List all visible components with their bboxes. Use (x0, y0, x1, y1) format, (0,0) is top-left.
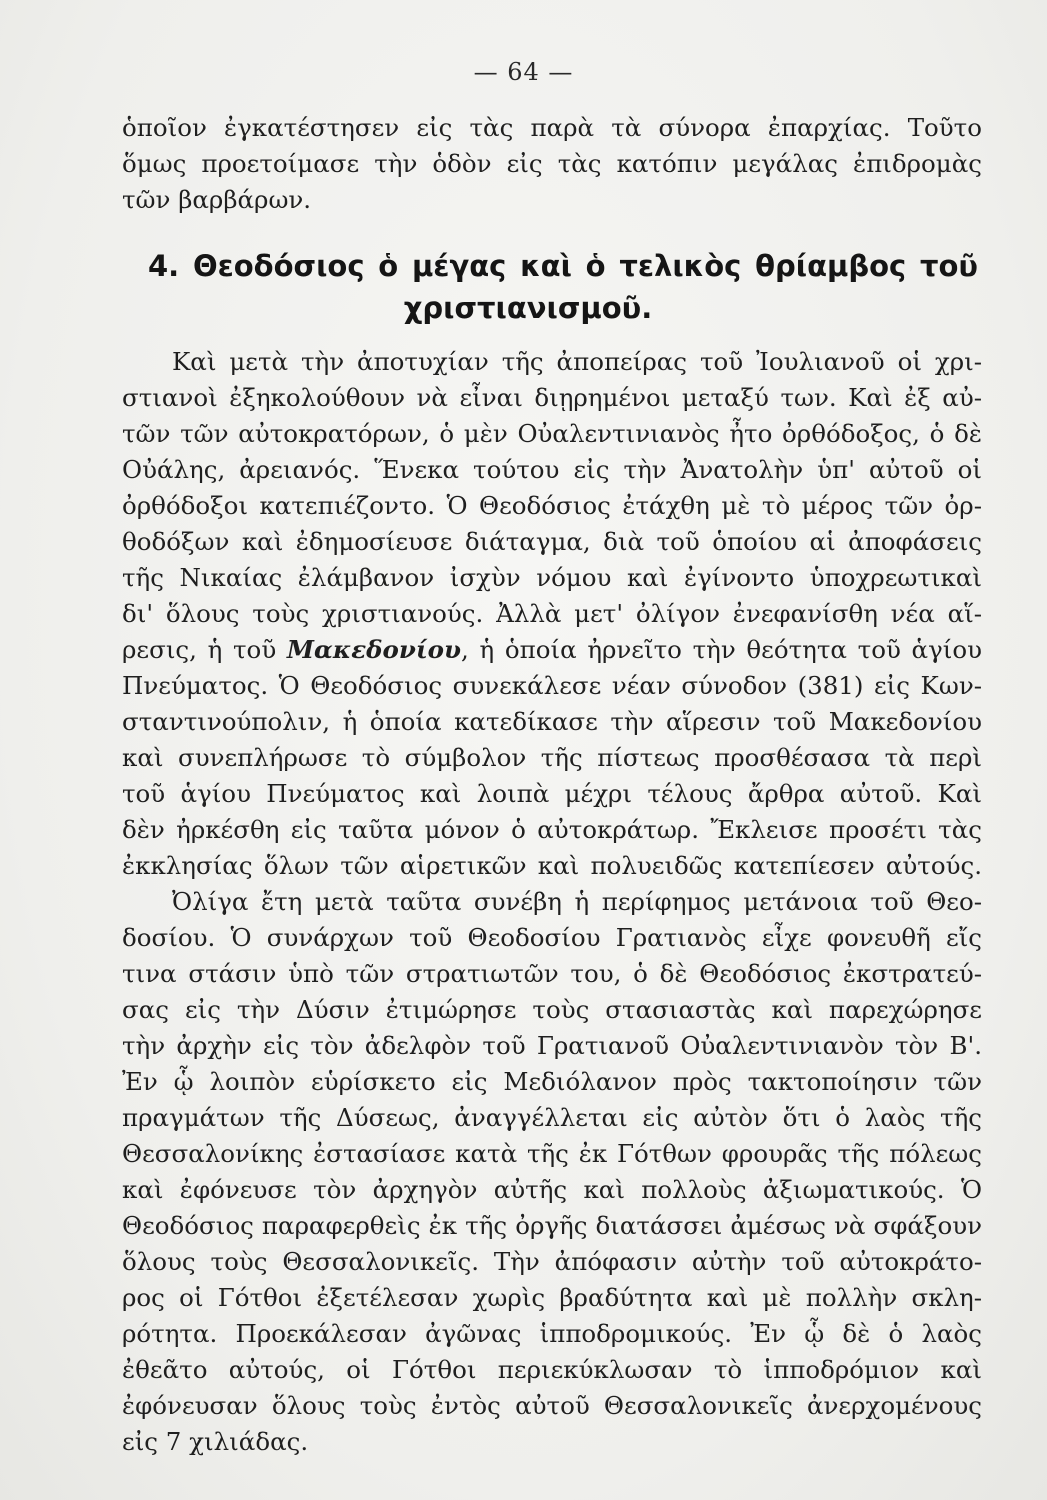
text-segment: , ἡ ὁποία ἠρνεῖτο τὴν θεότητα τοῦ ἁγίου (461, 635, 982, 664)
text-line: τινα στάσιν ὑπὸ τῶν στρατιωτῶν του, ὁ δὲ Θεοδόσιος ἐκστρατεύ- (122, 959, 982, 988)
text-line: τῶν τῶν αὐτοκρατόρων, ὁ μὲν Οὐαλεντινιανὸς ἦτο ὀρθόδοξος, ὁ δὲ (122, 419, 982, 448)
emphasized-name: Μακεδονίου (286, 635, 462, 664)
text-line: ρος οἱ Γότθοι ἐξετέλεσαν χωρὶς βραδύτητα καὶ μὲ πολλὴν σκλη- (122, 1283, 982, 1312)
text-line: ἐφόνευσαν ὅλους τοὺς ἐντὸς αὐτοῦ Θεσσαλονικεῖς ἀνερχομένους (122, 1391, 982, 1420)
text-line: θοδόξων καὶ ἐδημοσίευσε διάταγμα, διὰ τοῦ ὁποίου αἱ ἀποφάσεις (122, 527, 982, 556)
text-line: Θεσσαλονίκης ἐστασίασε κατὰ τῆς ἐκ Γότθων φρουρᾶς τῆς πόλεως (122, 1139, 982, 1168)
intro-paragraph (122, 110, 982, 218)
text-line: ἐκκλησίας ὅλων τῶν αἱρετικῶν καὶ πολυειδῶς κατεπίεσεν αὐτούς. (122, 851, 982, 880)
text-line: Ὀλίγα ἔτη μετὰ ταῦτα συνέβη ἡ περίφημος μετάνοια τοῦ Θεο- (172, 887, 982, 916)
text-line: ἐθεᾶτο αὐτούς, οἱ Γότθοι περιεκύκλωσαν τὸ ἱπποδρόμιον καὶ (122, 1355, 982, 1384)
text-line: ὀρθόδοξοι κατεπιέζοντο. Ὁ Θεοδόσιος ἐτάχθη μὲ τὸ μέρος τῶν ὀρ- (122, 491, 982, 520)
text-line: δοσίου. Ὁ συνάρχων τοῦ Θεοδοσίου Γρατιανὸς εἶχε φονευθῆ εἴς (122, 923, 982, 952)
text-line: δὲν ἠρκέσθη εἰς ταῦτα μόνον ὁ αὐτοκράτωρ. Ἔκλεισε προσέτι τὰς (122, 815, 982, 844)
text-line: ὅλους τοὺς Θεσσαλονικεῖς. Τὴν ἀπόφασιν αὐτὴν τοῦ αὐτοκράτο- (122, 1247, 982, 1276)
text-line: ὁποῖον ἐγκατέστησεν εἰς τὰς παρὰ τὰ σύνορα ἐπαρχίας. Τοῦτο (122, 113, 982, 142)
text-line: τῶν βαρβάρων. (122, 185, 312, 214)
text-line: δι' ὅλους τοὺς χριστιανούς. Ἀλλὰ μετ' ὀλίγον ἐνεφανίσθη νέα αἵ- (122, 599, 982, 628)
text-line: σας εἰς τὴν Δύσιν ἐτιμώρησε τοὺς στασιαστὰς καὶ παρεχώρησε (122, 995, 982, 1024)
section-heading-line: χριστιανισμοῦ. (403, 291, 653, 325)
text-line: ὅμως προετοίμασε τὴν ὁδὸν εἰς τὰς κατόπιν μεγάλας ἐπιδρομὰς (122, 149, 982, 178)
text-line: τὴν ἀρχὴν εἰς τὸν ἀδελφὸν τοῦ Γρατιανοῦ Οὐαλεντινιανὸν τὸν Β'. (122, 1031, 982, 1060)
text-line: τῆς Νικαίας ἐλάμβανον ἰσχὺν νόμου καὶ ἐγίνοντο ὑποχρεωτικαὶ (122, 563, 982, 592)
text-line: Πνεύματος. Ὁ Θεοδόσιος συνεκάλεσε νέαν σύνοδον (381) εἰς Κων- (122, 671, 982, 700)
body-text (122, 344, 982, 1460)
text-line: πραγμάτων τῆς Δύσεως, ἀναγγέλλεται εἰς αὐτὸν ὅτι ὁ λαὸς τῆς (122, 1103, 982, 1132)
text-line: εἰς 7 χιλιάδας. (122, 1427, 309, 1456)
text-line: Καὶ μετὰ τὴν ἀποτυχίαν τῆς ἀποπείρας τοῦ Ἰουλιανοῦ οἱ χρι- (172, 347, 982, 376)
section-heading (148, 245, 978, 329)
text-line: σταντινούπολιν, ἡ ὁποία κατεδίκασε τὴν αἵρεσιν τοῦ Μακεδονίου (122, 707, 982, 736)
section-heading-line: 4. Θεοδόσιος ὁ μέγας καὶ ὁ τελικὸς θρίαμβος τοῦ (148, 249, 978, 283)
text-segment: ρεσις, ἡ τοῦ (122, 635, 287, 664)
text-line: Ἐν ᾧ λοιπὸν εὑρίσκετο εἰς Μεδιόλανον πρὸς τακτοποίησιν τῶν (122, 1067, 982, 1096)
text-line: καὶ συνεπλήρωσε τὸ σύμβολον τῆς πίστεως προσθέσασα τὰ περὶ (122, 743, 982, 772)
text-line: ρότητα. Προεκάλεσαν ἀγῶνας ἱπποδρομικούς. Ἐν ᾧ δὲ ὁ λαὸς (122, 1319, 982, 1348)
page-number: — 64 — (473, 58, 574, 86)
text-line (122, 632, 982, 668)
text-line: Θεοδόσιος παραφερθεὶς ἐκ τῆς ὀργῆς διατάσσει ἀμέσως νὰ σφάξουν (122, 1211, 982, 1240)
text-line: Οὐάλης, ἀρειανός. Ἕνεκα τούτου εἰς τὴν Ἀνατολὴν ὑπ' αὐτοῦ οἱ (122, 455, 982, 484)
text-line: καὶ ἐφόνευσε τὸν ἀρχηγὸν αὐτῆς καὶ πολλοὺς ἀξιωματικούς. Ὁ (122, 1175, 982, 1204)
text-line: στιανοὶ ἐξηκολούθουν νὰ εἶναι διῃρημένοι μεταξύ των. Καὶ ἐξ αὐ- (122, 383, 982, 412)
text-line: τοῦ ἁγίου Πνεύματος καὶ λοιπὰ μέχρι τέλους ἄρθρα αὐτοῦ. Καὶ (122, 779, 982, 808)
